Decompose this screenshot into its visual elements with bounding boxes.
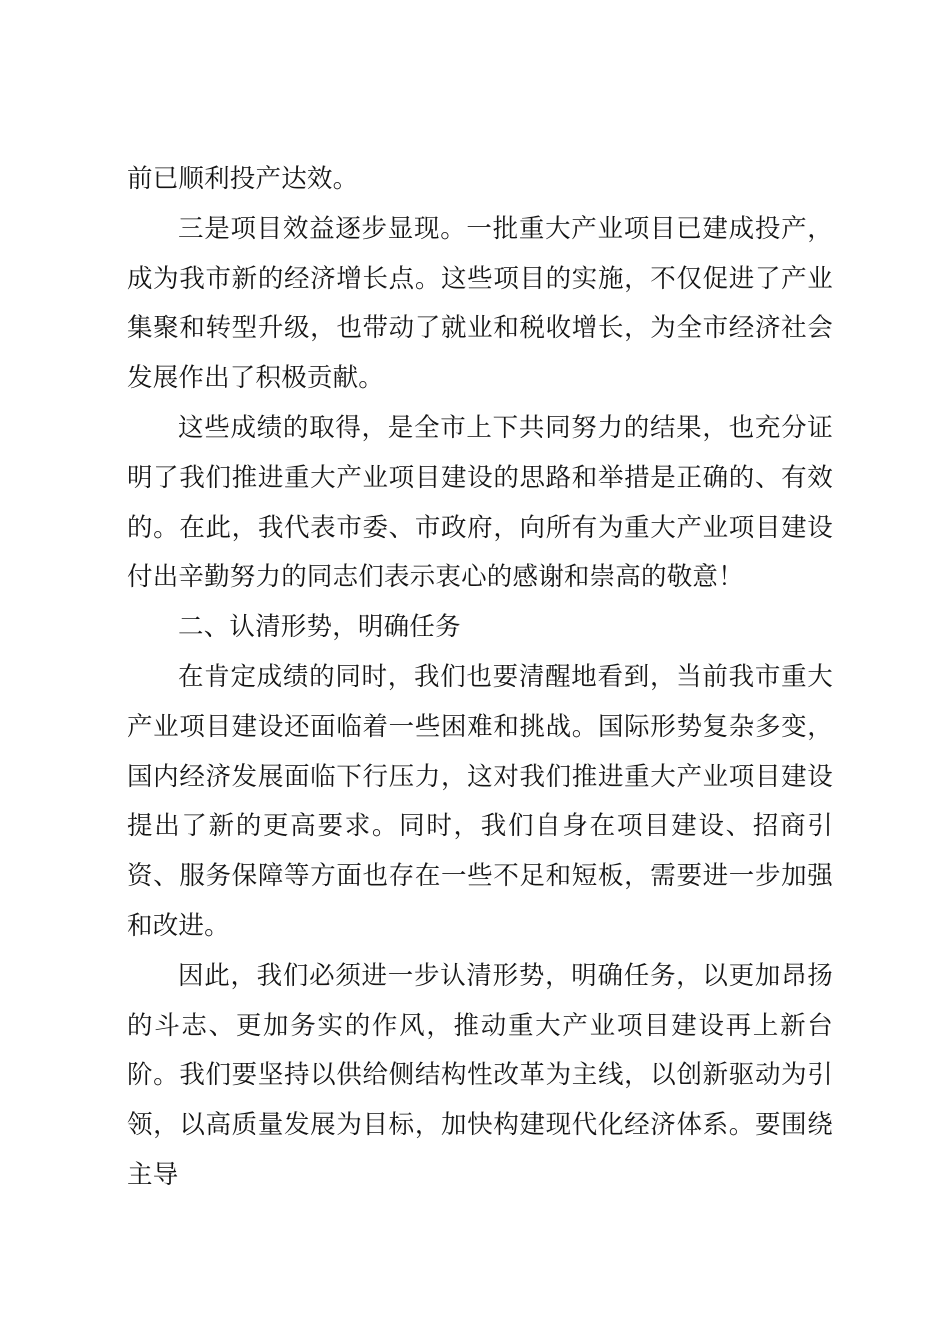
paragraph-continuation: 前已顺利投产达效。	[127, 164, 359, 194]
paragraph-tasks: 因此，我们必须进一步认清形势，明确任务，以更加昂扬的斗志、更加务实的作风，推动重大产业项目建设再上新台阶。我们要坚持以供给侧结构性改革为主线，以创新驱动为引领，以高质量发展为目标，加快构建现代化经济体系。要围绕主导	[127, 960, 833, 1190]
document-body	[127, 155, 833, 1201]
paragraph-acknowledgement: 这些成绩的取得，是全市上下共同努力的结果，也充分证明了我们推进重大产业项目建设的思路和举措是正确的、有效的。在此，我代表市委、市政府，向所有为重大产业项目建设付出辛勤努力的同志们表示衷心的感谢和崇高的敬意！	[127, 412, 833, 593]
paragraph-project-benefits: 三是项目效益逐步显现。一批重大产业项目已建成投产，成为我市新的经济增长点。这些项目的实施，不仅促进了产业集聚和转型升级，也带动了就业和税收增长，为全市经济社会发展作出了积极贡献。	[127, 213, 833, 394]
section-heading: 二、认清形势，明确任务	[178, 612, 461, 643]
paragraph-challenges: 在肯定成绩的同时，我们也要清醒地看到，当前我市重大产业项目建设还面临着一些困难和挑战。国际形势复杂多变，国内经济发展面临下行压力，这对我们推进重大产业项目建设提出了新的更高要求。同时，我们自身在项目建设、招商引资、服务保障等方面也存在一些不足和短板，需要进一步加强和改进。	[127, 661, 833, 941]
